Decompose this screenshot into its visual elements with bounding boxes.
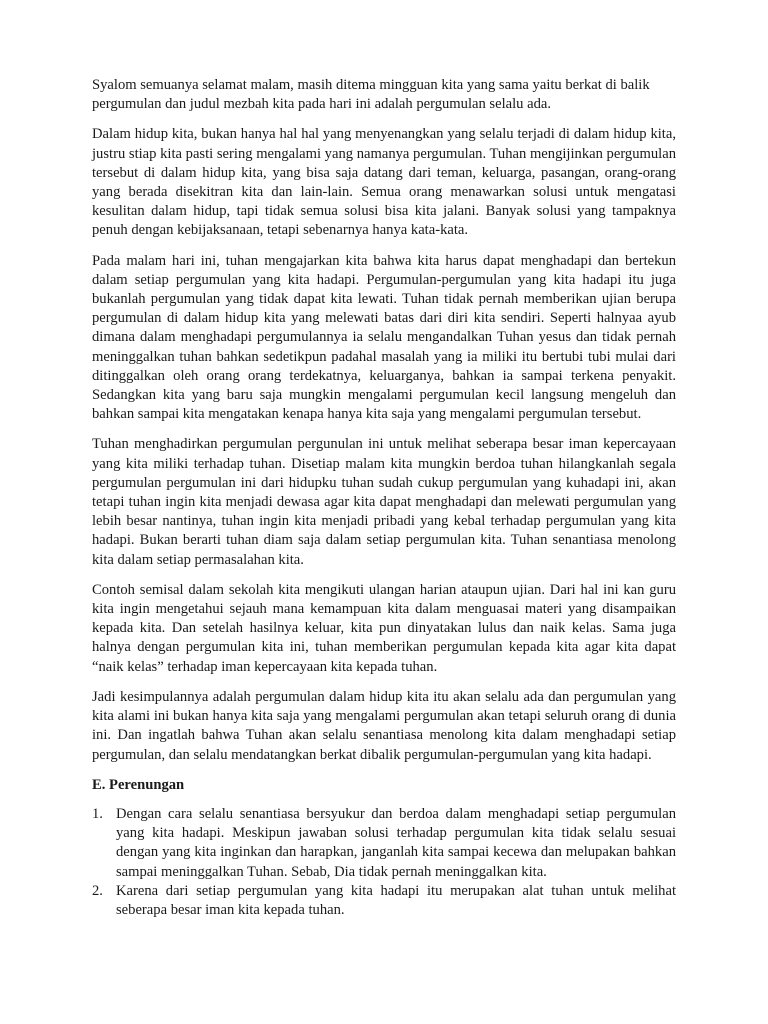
list-item-number: 1. — [92, 805, 103, 822]
reflection-list — [92, 805, 676, 920]
paragraph-3: Pada malam hari ini, tuhan mengajarkan kita bahwa kita harus dapat menghadapi dan bertekun dalam setiap pergumulan yang kita hadapi. Pergumulan-pergumulan yang kita hadapi itu juga bukanlah pergumulan yang tidak dapat kita lewati. Tuhan tidak pernah memberikan ujian berupa pergumulan di dalam hidup kita yang melewati batas dari diri kita sendiri. Seperti halnyaa ayub dimana dalam menghadapi pergumulannya ia selalu mengandalkan Tuhan yesus dan tidak pernah meninggalkan tuhan bahkan sedetikpun padahal masalah yang ia miliki itu bertubi tubi mulai dari ditinggalkan oleh orang orang terdekatnya, keluarganya, bahkan ia sampai terkena penyakit. Sedangkan kita yang baru saja mungkin mengalami pergumulan kecil langsung mengeluh dan bahkan sampai kita mengatakan kenapa hanya kita saja yang mengalami pergumulan tersebut. — [92, 252, 676, 423]
paragraph-conclusion: Jadi kesimpulannya adalah pergumulan dalam hidup kita itu akan selalu ada dan pergumulan yang kita alami ini bukan hanya kita saja yang mengalami pergumulan akan tetapi seluruh orang di dunia ini. Dan ingatlah bahwa Tuhan akan selalu senantiasa menolong kita dalam menghadapi setiap pergumulan, dan selalu mendatangkan berkat dibalik pergumulan-pergumulan yang kita hadapi. — [92, 688, 676, 763]
document-page — [92, 76, 676, 920]
paragraph-5: Contoh semisal dalam sekolah kita mengikuti ulangan harian ataupun ujian. Dari hal ini kan guru kita ingin mengetahui sejauh mana kemampuan kita dalam menguasai materi yang disampaikan kepada kita. Dan setelah hasilnya keluar, kita pun dinyatakan lulus dan naik kelas. Sama juga halnya dengan pergumulan kita ini, tuhan memberikan pergumulan kepada kita agar kita dapat “naik kelas” terhadap iman kepercayaan kita kepada tuhan. — [92, 581, 676, 675]
paragraph-4: Tuhan menghadirkan pergumulan pergunulan ini untuk melihat seberapa besar iman kepercayaan yang kita miliki terhadap tuhan. Disetiap malam kita mungkin berdoa tuhan hilangkanlah segala pergumulan pergumulan ini dari hidupku tuhan sudah cukup pergumulan yang kuhadapi ini, akan tetapi tuhan ingin kita menjadi dewasa agar kita dapat menghadapi dan melewati pergumulan yang lebih besar nantinya, tuhan ingin kita menjadi pribadi yang kebal terhadap pergumulan yang kita hadapi. Bukan berarti tuhan diam saja dalam setiap pergumulan kita. Tuhan senantiasa menolong kita dalam setiap permasalahan kita. — [92, 436, 676, 568]
list-item-text: Dengan cara selalu senantiasa bersyukur dan berdoa dalam menghadapi setiap pergumulan yang kita hadapi. Meskipun jawaban solusi terhadap pergumulan kita tidak selalu sesuai dengan yang kita inginkan dan harapkan, janganlah kita sampai kecewa dan melupakan bahkan sampai meninggalkan Tuhan. Sebab, Dia tidak pernah meninggalkan kita. — [116, 805, 676, 880]
list-item-text: Karena dari setiap pergumulan yang kita hadapi itu merupakan alat tuhan untuk melihat seberapa besar iman kita kepada tuhan. — [116, 882, 676, 918]
paragraph-intro: Syalom semuanya selamat malam, masih ditema mingguan kita yang sama yaitu berkat di balik pergumulan dan judul mezbah kita pada hari ini adalah pergumulan selalu ada. — [92, 77, 650, 113]
list-item — [92, 882, 676, 920]
list-item — [92, 805, 676, 882]
list-item-number: 2. — [92, 882, 103, 899]
section-heading: E. Perenungan — [92, 776, 185, 793]
paragraph-2: Dalam hidup kita, bukan hanya hal hal yang menyenangkan yang selalu terjadi di dalam hidup kita, justru stiap kita pasti sering mengalami yang namanya pergumulan. Tuhan mengijinkan pergumulan tersebut di dalam hidup kita, yang bisa saja datang dari teman, keluarga, pasangan, orang-orang yang berada disekitran kita dan lain-lain. Semua orang menawarkan solusi untuk mengatasi kesulitan dalam hidup, tapi tidak semua solusi bisa kita jalani. Banyak solusi yang tampaknya penuh dengan kebijaksanaan, tetapi sebenarnya hanya kata-kata. — [92, 126, 676, 239]
